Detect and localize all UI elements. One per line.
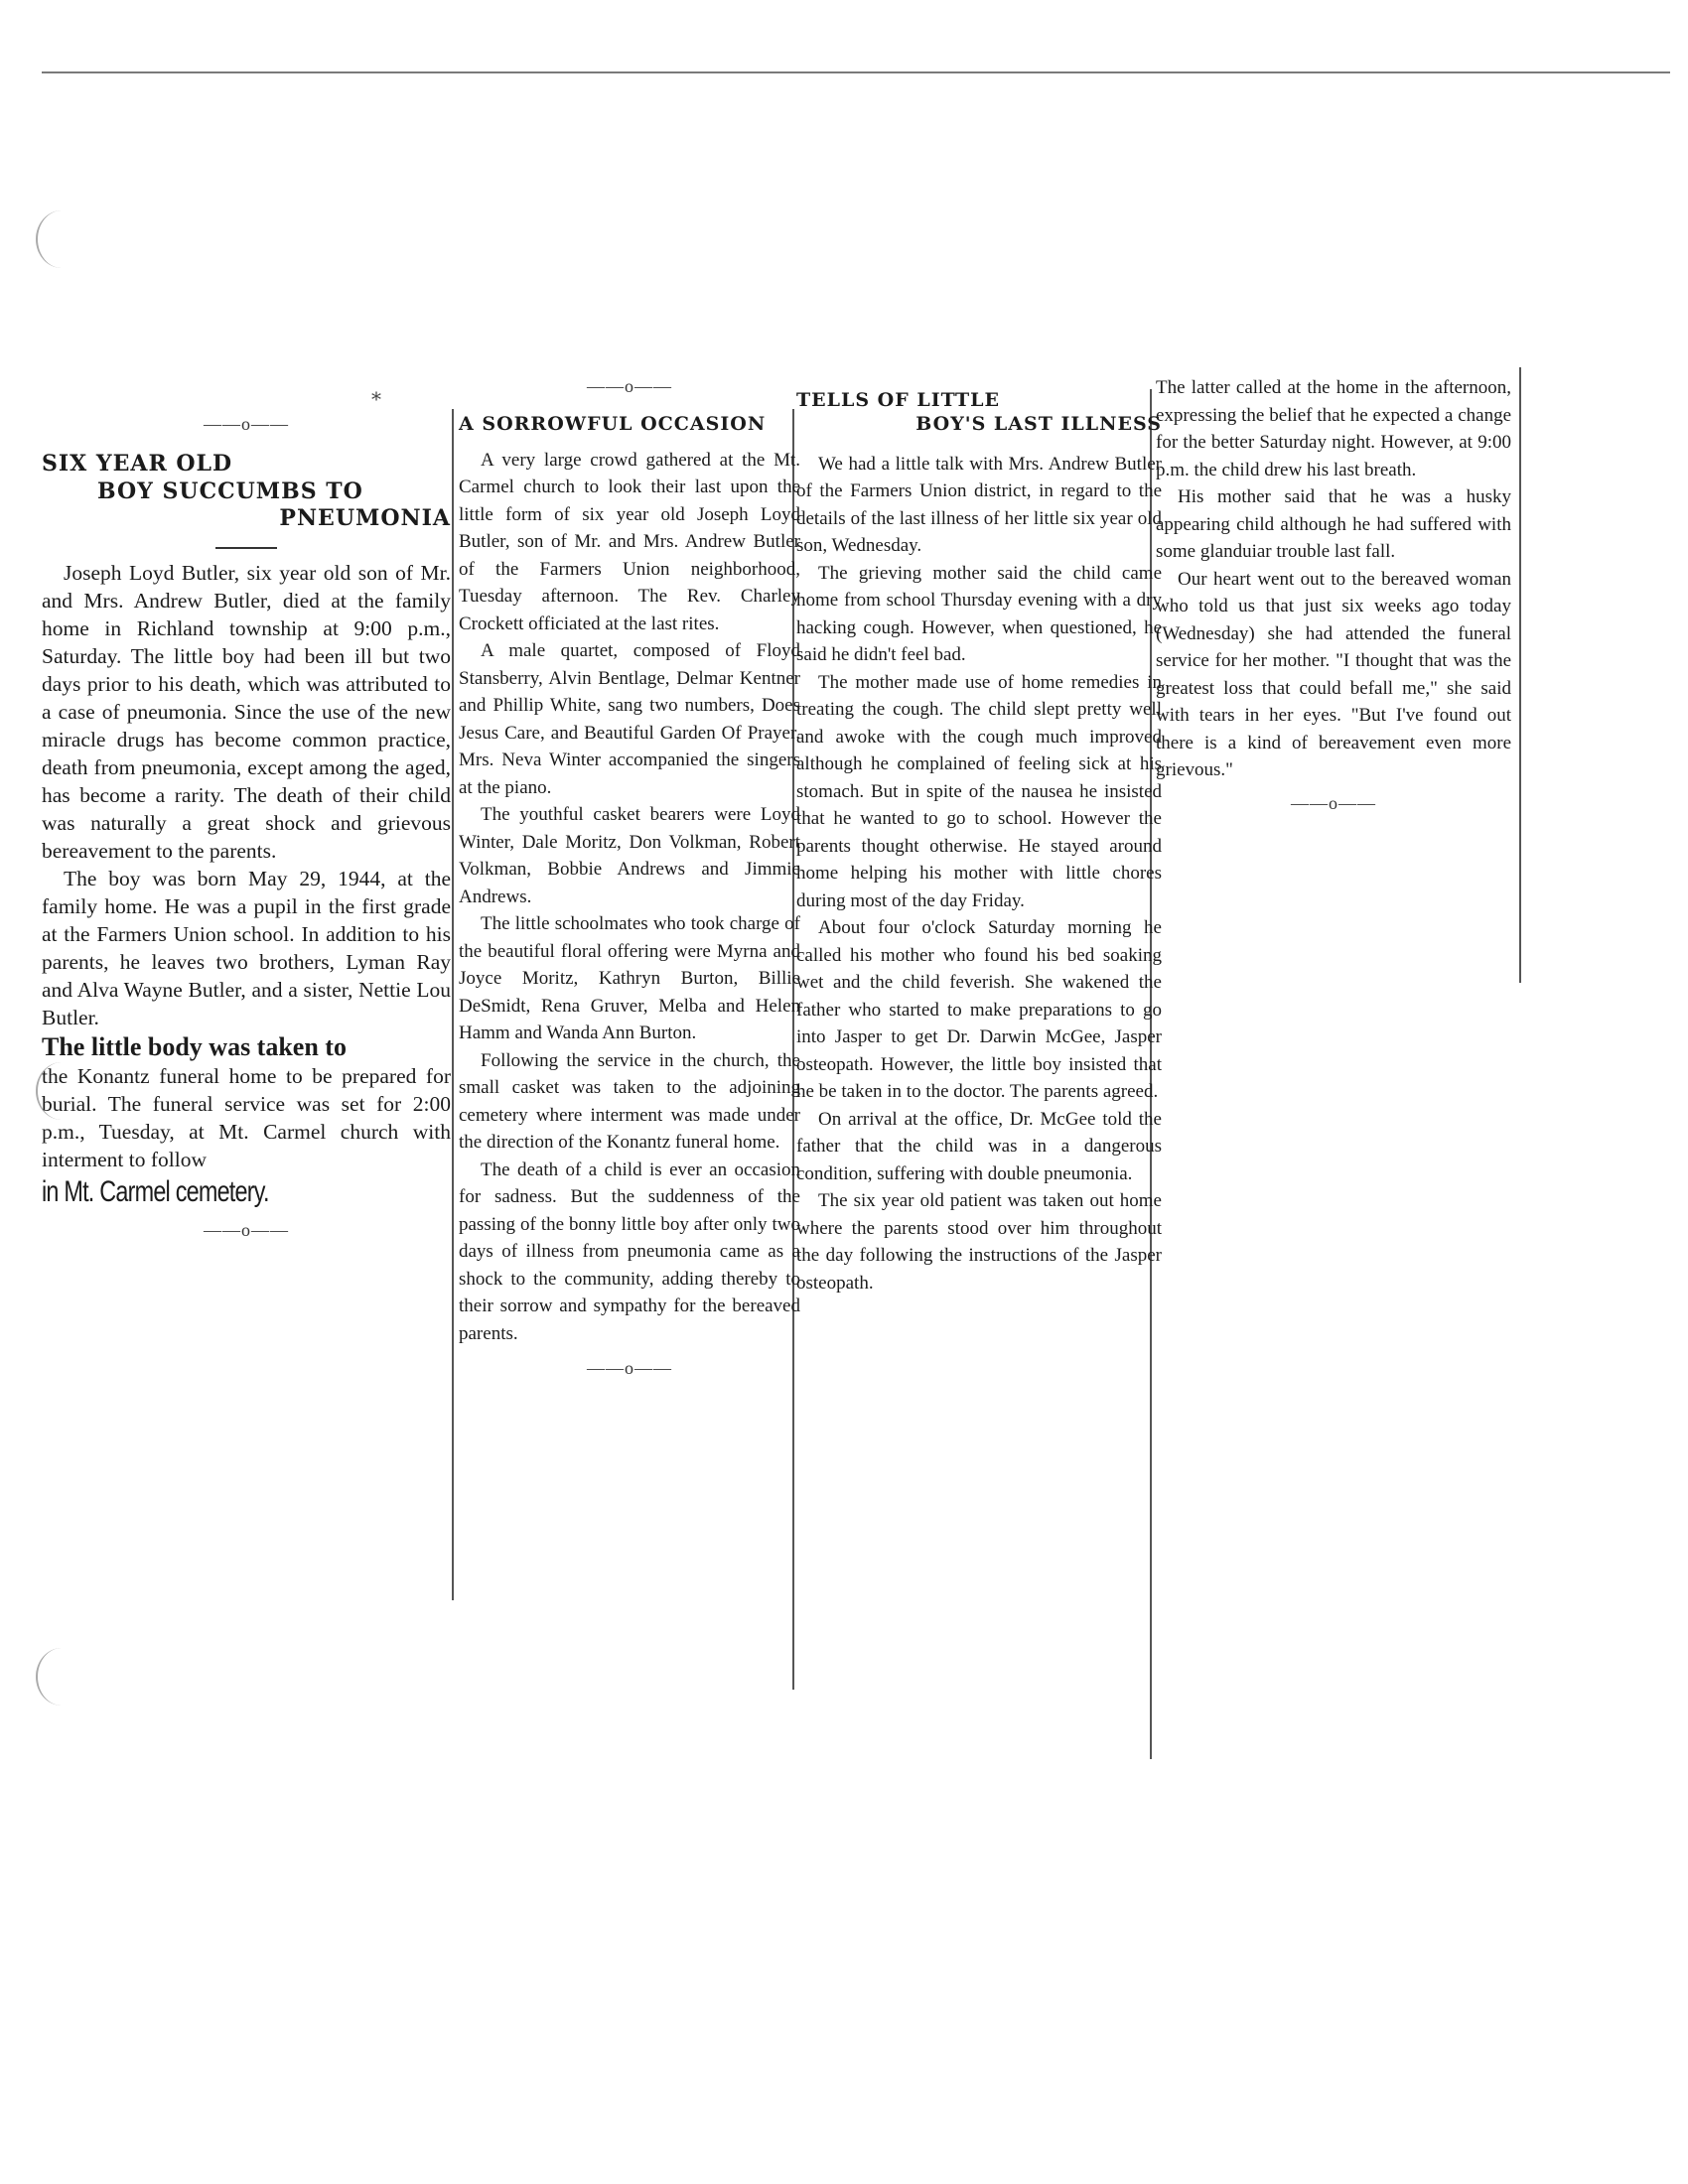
paragraph: The mother made use of home remedies in treating the cough. The child slept pretty well and awoke with the cough much improved although he complained of feeling sick at his stomach. But in spite of the nausea he insisted that he wanted to go to school. However the parents thought otherwise. He stayed around home helping his mother with little chores during most of the day Friday. [796,671,1162,911]
paragraph: The death of a child is ever an occasion for sadness. But the suddenness of the passing of the bonny little boy after only two days of illness from pneumonia came as a shock to the community, adding thereby to their sorrow and sympathy for the bereaved parents. [459,1159,800,1344]
paragraph: Our heart went out to the bereaved woman who told us that just six weeks ago today (Wednesday) she had attended the funeral service for her mother. "I thought that was the greatest loss that could befall me," she said with tears in her eyes. "But I've found out there is a kind of bereavement even more grievous." [1156,568,1511,780]
separator: ——o—— [587,376,672,396]
paragraph: The latter called at the home in the afternoon, expressing the belief that he expected a change for the better Saturday night. However, at 9:00 p.m. the child drew his last breath. [1156,377,1511,480]
headline-line: TELLS OF LITTLE [796,389,1001,411]
paragraph: About four o'clock Saturday morning he called his mother who found his bed soaking wet and the child feverish. She wakened the father who started to make preparations to go into Jasper to get Dr. Darwin McGee, Jasper osteopath. However, the little boy insisted that he be taken in to the doctor. The parents agreed. [796,917,1162,1102]
article-illness-continued [1156,374,1511,812]
headline-line: SIX YEAR OLD [42,451,233,477]
paragraph: A male quartet, composed of Floyd Stansberry, Alvin Bentlage, Delmar Kentner and Phillip White, sang two numbers, Does Jesus Care, and Beautiful Garden Of Prayer. Mrs. Neva Winter accompanied the singers at the piano. [459,640,800,798]
funeral-headline: A SORROWFUL OCCASION [459,413,767,435]
paragraph: the Konantz funeral home to be prepared for burial. The funeral service was set for 2:00 p.m., Tuesday, at Mt. Carmel church with interment to follow [42,1063,451,1171]
paragraph: The grieving mother said the child came home from school Thursday evening with a dry hacking cough. However, when questioned, he said he didn't feel bad. [796,562,1162,665]
punch-hole-bottom [36,1648,87,1706]
column-rule-1 [452,409,454,1600]
separator: ——o—— [587,1358,672,1379]
punch-hole-top [36,210,87,268]
paragraph: A very large crowd gathered at the Mt. Carmel church to look their last upon the little form of six year old Joseph Loyd Butler, son of Mr. and Mrs. Andrew Butler of the Farmers Union neighborhood, Tuesday afternoon. The Rev. Charley Crockett officiated at the last rites. [459,449,800,634]
separator: ——o—— [204,1219,289,1240]
paragraph: Following the service in the church, the small casket was taken to the adjoining cemetery where interment was made under the direction of the Konantz funeral home. [459,1049,800,1154]
article-obituary [42,415,451,1239]
paragraph: We had a little talk with Mrs. Andrew Butler of the Farmers Union district, in regard to the details of the last illness of her little six year old son, Wednesday. [796,453,1162,556]
paragraph: The little schoolmates who took charge of the beautiful floral offering were Myrna and Joyce Moritz, Kathryn Burton, Billie DeSmidt, Rena Gruver, Melba and Helen Hamm and Wanda Ann Burton. [459,913,800,1044]
paragraph: On arrival at the office, Dr. McGee told the father that the child was in a dangerous condition, suffering with double pneumonia. [796,1108,1162,1184]
column-rule-4 [1519,367,1521,983]
headline-rule [215,547,277,549]
paragraph-bold: The little body was taken to [42,1031,347,1061]
article-illness [796,389,1162,1297]
paragraph: Joseph Loyd Butler, six year old son of Mr. and Mrs. Andrew Butler, died at the family home in Richland township at 9:00 p.m., Saturday. The little boy had been ill but two days prior to his death, which was attributed to a case of pneumonia. Since the use of the new miracle drugs has become common practice, death from pneumonia, except among the aged, has become a rarity. The death of their child was naturally a great shock and grievous bereavement to the parents. [42,560,451,863]
headline-line: BOY SUCCUMBS TO [97,478,363,504]
separator: ——o—— [1291,792,1376,813]
illness-headline [796,389,1162,437]
separator: ——o—— [204,414,289,434]
paragraph: The boy was born May 29, 1944, at the family home. He was a pupil in the first grade at the Farmers Union school. In addition to his parents, he leaves two brothers, Lyman Ray and Alva Wayne Butler, and a sister, Nettie Lou Butler. [42,866,451,1029]
obituary-headline [42,451,451,533]
headline-line: PNEUMONIA [279,505,451,531]
paragraph: The youthful casket bearers were Loyd Winter, Dale Moritz, Don Volkman, Robert Volkman, Bobbie Andrews and Jimmie Andrews. [459,804,800,907]
paragraph: His mother said that he was a husky appearing child although he had suffered with some glanduiar trouble last fall. [1156,486,1511,562]
paragraph: The six year old patient was taken out home where the parents stood over him throughout the day following the instructions of the Jasper osteopath. [796,1190,1162,1294]
page-mark: ⁎ [371,383,381,405]
article-funeral [459,377,800,1377]
paragraph-condensed: in Mt. Carmel cemetery. [42,1174,269,1208]
page-top-rule [42,71,1670,73]
headline-line: BOY'S LAST ILLNESS [915,412,1162,435]
